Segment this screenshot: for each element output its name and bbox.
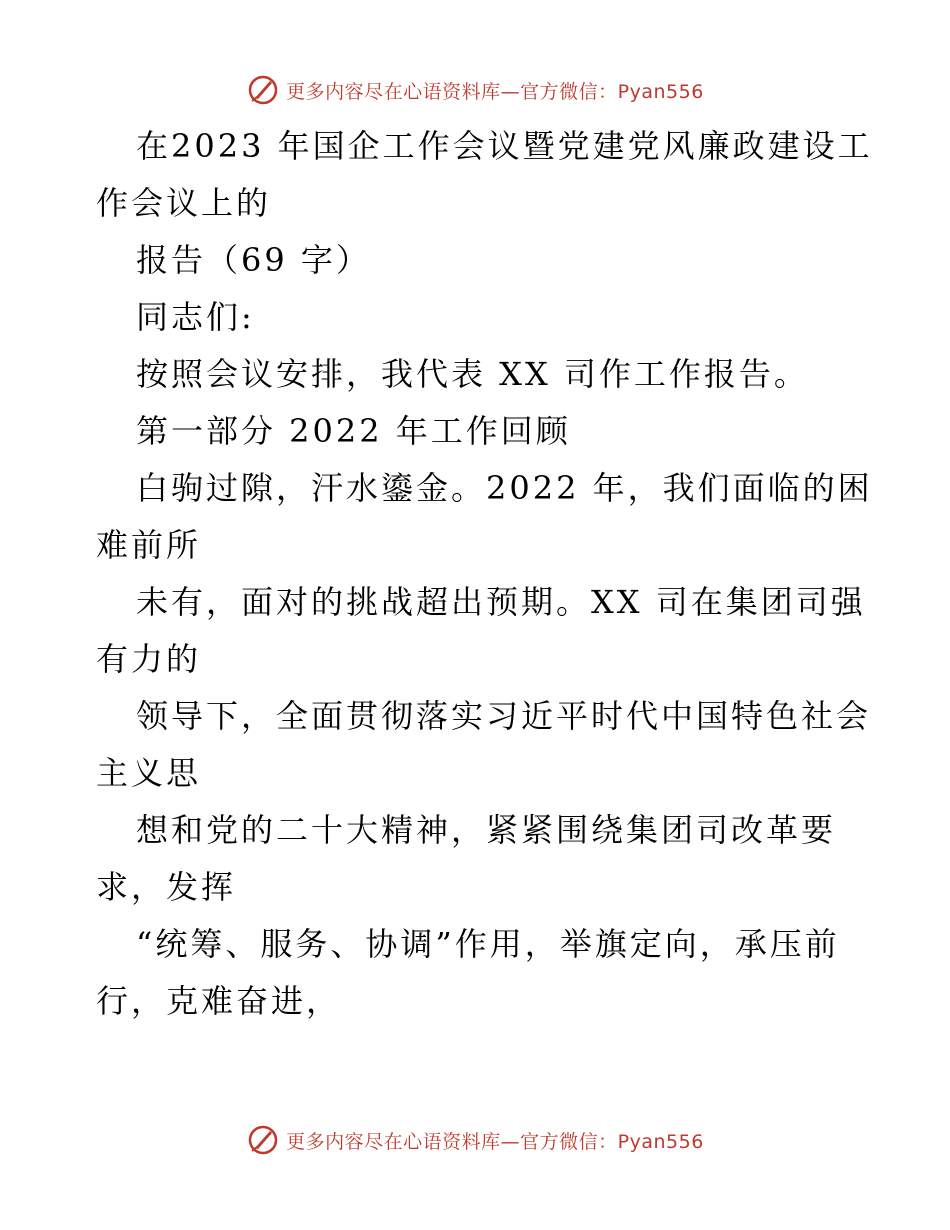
footer-watermark-banner — [0, 1120, 950, 1160]
watermark-text: 更多内容尽在心语资料库—官方微信：Pyan556 — [286, 1130, 704, 1153]
text-line: 报告（69 字） — [136, 241, 371, 279]
text-line: 行，克难奋进， — [96, 982, 342, 1020]
text-line: 作会议上的 — [96, 184, 272, 222]
quill-pen-icon — [246, 1123, 280, 1157]
text-line: 领导下，全面贯彻落实习近平时代中国特色社会 — [136, 697, 872, 735]
header-watermark-banner — [0, 70, 950, 110]
text-line: “统筹、服务、协调”作用，举旗定向，承压前 — [136, 925, 840, 963]
text-line: 未有，面对的挑战超出预期。XX 司在集团司强 — [136, 583, 866, 621]
watermark-text: 更多内容尽在心语资料库—官方微信：Pyan556 — [286, 80, 704, 103]
document-body — [96, 118, 873, 1030]
text-line: 第一部分 2022 年工作回顾 — [136, 412, 571, 450]
text-line: 在2023 年国企工作会议暨党建党风廉政建设工 — [136, 127, 873, 165]
quill-pen-icon — [246, 73, 280, 107]
text-line: 难前所 — [96, 526, 202, 564]
text-line: 求，发挥 — [96, 868, 237, 906]
text-line: 按照会议安排，我代表 XX 司作工作报告。 — [136, 355, 809, 393]
text-line: 主义思 — [96, 754, 202, 792]
text-line: 有力的 — [96, 640, 202, 678]
text-line: 白驹过隙，汗水鎏金。2022 年，我们面临的困 — [136, 469, 873, 507]
text-line: 同志们: — [136, 298, 255, 336]
text-line: 想和党的二十大精神，紧紧围绕集团司改革要 — [136, 811, 837, 849]
